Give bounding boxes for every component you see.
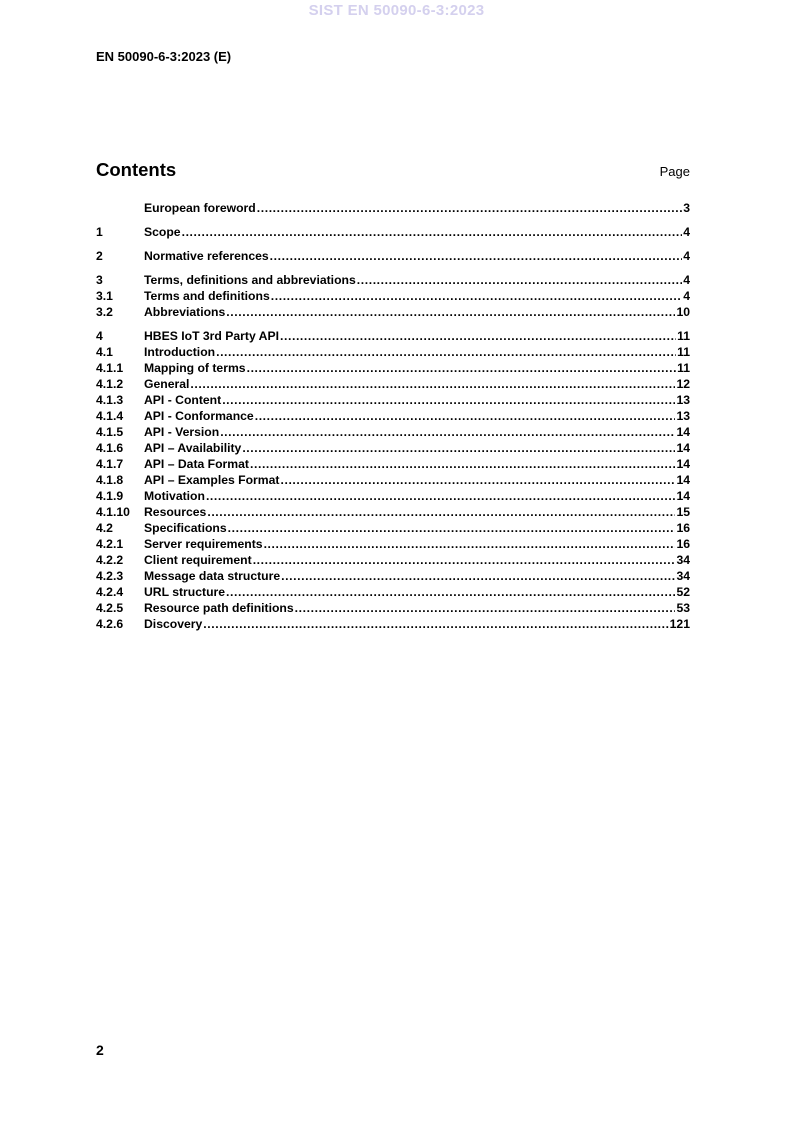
toc-entry[interactable] xyxy=(96,344,690,360)
toc-entry-page: 16 xyxy=(676,537,690,551)
toc-entry-number: 4.1.5 xyxy=(96,425,124,439)
toc-entry-number: 4.1.9 xyxy=(96,489,124,503)
table-of-contents xyxy=(96,200,690,632)
toc-entry[interactable] xyxy=(96,248,690,264)
toc-entry-title: API - Version xyxy=(144,425,220,439)
toc-entry-number: 4.2.5 xyxy=(96,601,124,615)
dot-leader xyxy=(242,440,675,456)
toc-entry-number: 4.1.8 xyxy=(96,473,124,487)
dot-leader xyxy=(228,520,676,536)
toc-entry[interactable] xyxy=(96,376,690,392)
toc-entry-title: API - Content xyxy=(144,393,222,407)
dot-leader xyxy=(226,584,675,600)
toc-entry-title: Terms and definitions xyxy=(144,289,270,303)
toc-entry-number: 4.1.1 xyxy=(96,361,124,375)
toc-entry-number: 4.1.10 xyxy=(96,505,130,519)
toc-entry[interactable] xyxy=(96,440,690,456)
toc-entry-page: 53 xyxy=(676,601,690,615)
toc-entry-number: 4 xyxy=(96,329,103,343)
dot-leader xyxy=(357,272,682,288)
toc-entry-title: API - Conformance xyxy=(144,409,254,423)
toc-entry[interactable] xyxy=(96,224,690,240)
toc-entry-number: 4.2.4 xyxy=(96,585,124,599)
toc-entry-title: URL structure xyxy=(144,585,226,599)
toc-entry-title: Normative references xyxy=(144,249,269,263)
toc-entry-title: Specifications xyxy=(144,521,227,535)
toc-entry[interactable] xyxy=(96,536,690,552)
toc-entry-title: Mapping of terms xyxy=(144,361,246,375)
toc-entry-page: 14 xyxy=(676,473,690,487)
toc-entry-title: Introduction xyxy=(144,345,216,359)
toc-entry[interactable] xyxy=(96,520,690,536)
toc-entry-page: 4 xyxy=(683,289,690,303)
toc-entry-title: Server requirements xyxy=(144,537,263,551)
page-column-label: Page xyxy=(659,164,690,179)
dot-leader xyxy=(257,200,682,216)
toc-entry-title: API – Availability xyxy=(144,441,242,455)
toc-entry[interactable] xyxy=(96,472,690,488)
toc-entry-page: 10 xyxy=(676,305,690,319)
toc-entry-page: 11 xyxy=(677,345,690,359)
toc-entry-number: 4.2.1 xyxy=(96,537,124,551)
watermark: SIST EN 50090-6-3:2023 xyxy=(308,2,485,19)
dot-leader xyxy=(203,616,668,632)
toc-entry-title: General xyxy=(144,377,190,391)
dot-leader xyxy=(216,344,676,360)
toc-entry-title: Motivation xyxy=(144,489,205,503)
toc-entry[interactable] xyxy=(96,200,690,216)
toc-entry-number: 4.2 xyxy=(96,521,113,535)
dot-leader xyxy=(281,568,675,584)
toc-entry-page: 4 xyxy=(683,273,690,287)
toc-entry-page: 14 xyxy=(676,425,690,439)
toc-entry-number: 4.1.7 xyxy=(96,457,124,471)
toc-entry-title: Resources xyxy=(144,505,207,519)
toc-entry[interactable] xyxy=(96,600,690,616)
dot-leader xyxy=(222,392,675,408)
toc-entry-title: Client requirement xyxy=(144,553,252,567)
dot-leader xyxy=(280,328,676,344)
toc-entry-page: 12 xyxy=(676,377,690,391)
toc-entry[interactable] xyxy=(96,328,690,344)
toc-entry-number: 3 xyxy=(96,273,103,287)
toc-entry[interactable] xyxy=(96,584,690,600)
toc-entry-page: 34 xyxy=(676,553,690,567)
dot-leader xyxy=(255,408,676,424)
toc-entry[interactable] xyxy=(96,552,690,568)
toc-entry-title: API – Examples Format xyxy=(144,473,280,487)
dot-leader xyxy=(253,552,676,568)
dot-leader xyxy=(270,248,683,264)
dot-leader xyxy=(206,488,676,504)
toc-entry-page: 4 xyxy=(683,249,690,263)
toc-entry-title: Discovery xyxy=(144,617,203,631)
toc-entry-page: 13 xyxy=(676,409,690,423)
toc-entry-page: 15 xyxy=(676,505,690,519)
toc-entry-number: 4.1.4 xyxy=(96,409,124,423)
toc-entry-number: 2 xyxy=(96,249,103,263)
toc-entry[interactable] xyxy=(96,304,690,320)
toc-entry-page: 34 xyxy=(676,569,690,583)
toc-entry-page: 121 xyxy=(669,617,690,631)
toc-entry-number: 4.1 xyxy=(96,345,113,359)
dot-leader xyxy=(247,360,677,376)
toc-entry-number: 3.2 xyxy=(96,305,113,319)
dot-leader xyxy=(295,600,676,616)
dot-leader xyxy=(190,376,675,392)
toc-entry[interactable] xyxy=(96,456,690,472)
toc-entry[interactable] xyxy=(96,408,690,424)
toc-entry-title: HBES IoT 3rd Party API xyxy=(144,329,279,343)
toc-entry-page: 11 xyxy=(677,329,690,343)
toc-entry-number: 4.2.6 xyxy=(96,617,124,631)
toc-entry[interactable] xyxy=(96,504,690,520)
toc-entry-title: Scope xyxy=(144,225,181,239)
toc-entry-number: 3.1 xyxy=(96,289,113,303)
toc-entry-page: 14 xyxy=(676,441,690,455)
toc-entry-number: 4.1.2 xyxy=(96,377,124,391)
toc-entry-page: 4 xyxy=(683,225,690,239)
toc-entry-page: 11 xyxy=(677,361,690,375)
toc-entry-title: Abbreviations xyxy=(144,305,226,319)
toc-entry[interactable] xyxy=(96,488,690,504)
toc-entry[interactable] xyxy=(96,616,690,632)
toc-entry[interactable] xyxy=(96,272,690,288)
dot-leader xyxy=(182,224,683,240)
toc-entry[interactable] xyxy=(96,288,690,304)
toc-entry-title: Message data structure xyxy=(144,569,281,583)
dot-leader xyxy=(271,288,682,304)
toc-entry-number: 4.1.3 xyxy=(96,393,124,407)
toc-entry-page: 14 xyxy=(676,457,690,471)
dot-leader xyxy=(250,456,675,472)
dot-leader xyxy=(264,536,676,552)
toc-entry-page: 3 xyxy=(683,201,690,215)
document-id: EN 50090-6-3:2023 (E) xyxy=(96,49,232,64)
toc-entry-page: 13 xyxy=(676,393,690,407)
dot-leader xyxy=(226,304,675,320)
toc-entry-number: 4.1.6 xyxy=(96,441,124,455)
dot-leader xyxy=(220,424,675,440)
toc-entry[interactable] xyxy=(96,392,690,408)
toc-entry-title: API – Data Format xyxy=(144,457,249,471)
dot-leader xyxy=(280,472,675,488)
dot-leader xyxy=(207,504,675,520)
toc-entry-page: 16 xyxy=(676,521,690,535)
toc-entry[interactable] xyxy=(96,568,690,584)
page-number: 2 xyxy=(96,1042,104,1058)
toc-entry-number: 4.2.3 xyxy=(96,569,124,583)
toc-entry-title: European foreword xyxy=(144,201,256,215)
contents-title: Contents xyxy=(96,159,177,180)
toc-entry-number: 1 xyxy=(96,225,103,239)
toc-entry[interactable] xyxy=(96,424,690,440)
toc-entry-page: 14 xyxy=(676,489,690,503)
toc-entry-page: 52 xyxy=(676,585,690,599)
toc-entry-number: 4.2.2 xyxy=(96,553,124,567)
toc-entry-title: Resource path definitions xyxy=(144,601,294,615)
toc-entry[interactable] xyxy=(96,360,690,376)
toc-entry-title: Terms, definitions and abbreviations xyxy=(144,273,356,287)
